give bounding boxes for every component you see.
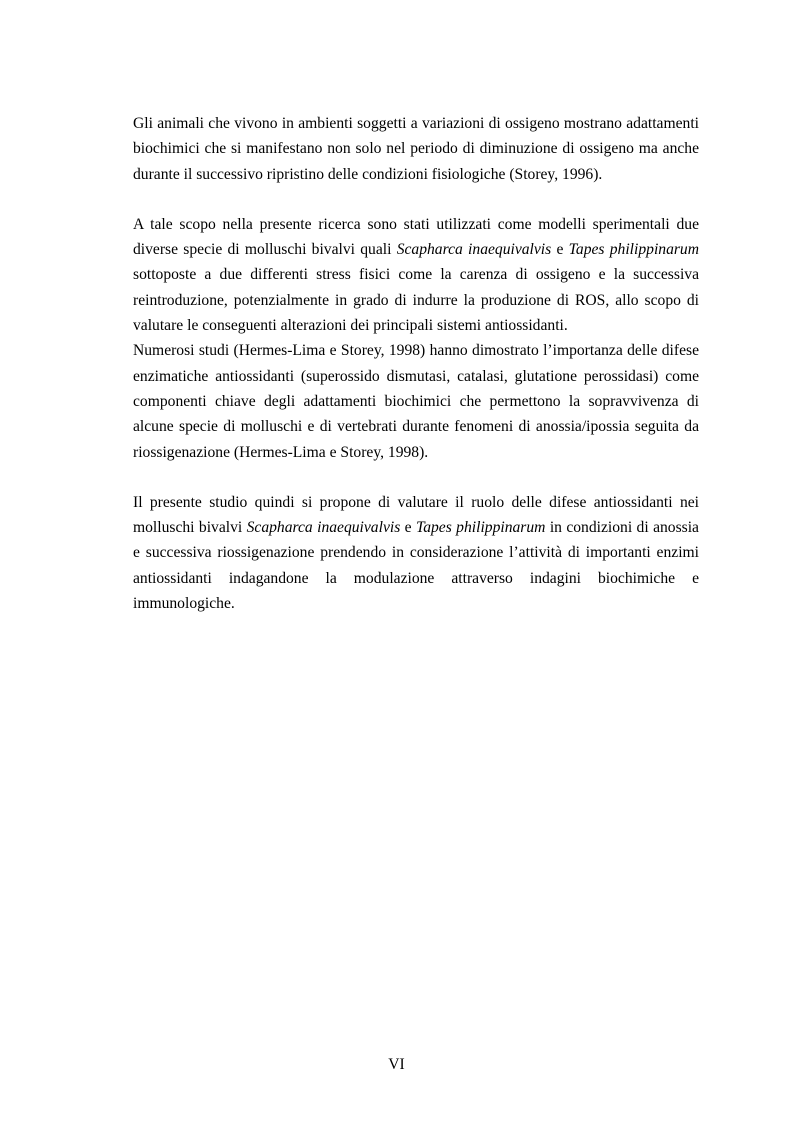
species-name-scapharca: Scapharca inaequivalvis	[396, 241, 552, 259]
paragraph-2	[133, 212, 699, 338]
paragraph-2-part-1: A tale scopo nella presente ricerca sono stati utilizzati come modelli sperimentali due diverse specie di molluschi bivalvi quali	[133, 215, 699, 259]
species-name-tapes: Tapes philippinarum	[568, 241, 699, 259]
paragraph-4-part-2: e	[400, 519, 416, 537]
paragraph-2-part-3: sottoposte a due differenti stress fisici come la carenza di ossigeno e la successiva reintroduzione, potenzialmente in grado di indurre la produzione di ROS, allo scopo di valutare le conseguenti alterazioni dei principali sistemi antiossidanti.	[133, 266, 699, 335]
species-name-scapharca: Scapharca inaequivalvis	[246, 519, 401, 537]
paragraph-2-part-2: e	[551, 241, 569, 259]
paragraph-4-part-1: Il presente studio quindi si propone di valutare il ruolo delle difese antiossidanti nei molluschi bivalvi	[133, 493, 699, 537]
paragraph-4-part-3: in condizioni di anossia e successiva riossigenazione prendendo in considerazione l’attività di importanti enzimi antiossidanti indagandone la modulazione attraverso indagini biochimiche e immunologiche.	[133, 519, 699, 613]
species-name-tapes: Tapes philippinarum	[415, 519, 546, 537]
paragraph-1-text: Gli animali che vivono in ambienti soggetti a variazioni di ossigeno mostrano adattamenti biochimici che si manifestano non solo nel periodo di diminuzione di ossigeno ma anche durante il successivo ripristino delle condizioni fisiologiche (Storey, 1996).	[133, 115, 699, 183]
paragraph-4	[133, 490, 699, 616]
page-number: VI	[388, 1056, 405, 1073]
paragraph-3	[133, 338, 699, 464]
paragraph-3-text: Numerosi studi (Hermes-Lima e Storey, 1998) hanno dimostrato l’importanza delle difese enzimatiche antiossidanti (superossido dismutasi, catalasi, glutatione perossidasi) come componenti chiave degli adattamenti biochimici che permettono la sopravvivenza di alcune specie di molluschi e di vertebrati durante fenomeni di anossia/ipossia seguita da riossigenazione (Hermes-Lima e Storey, 1998).	[133, 342, 699, 461]
body-text	[133, 111, 699, 616]
paragraph-1	[133, 111, 699, 187]
